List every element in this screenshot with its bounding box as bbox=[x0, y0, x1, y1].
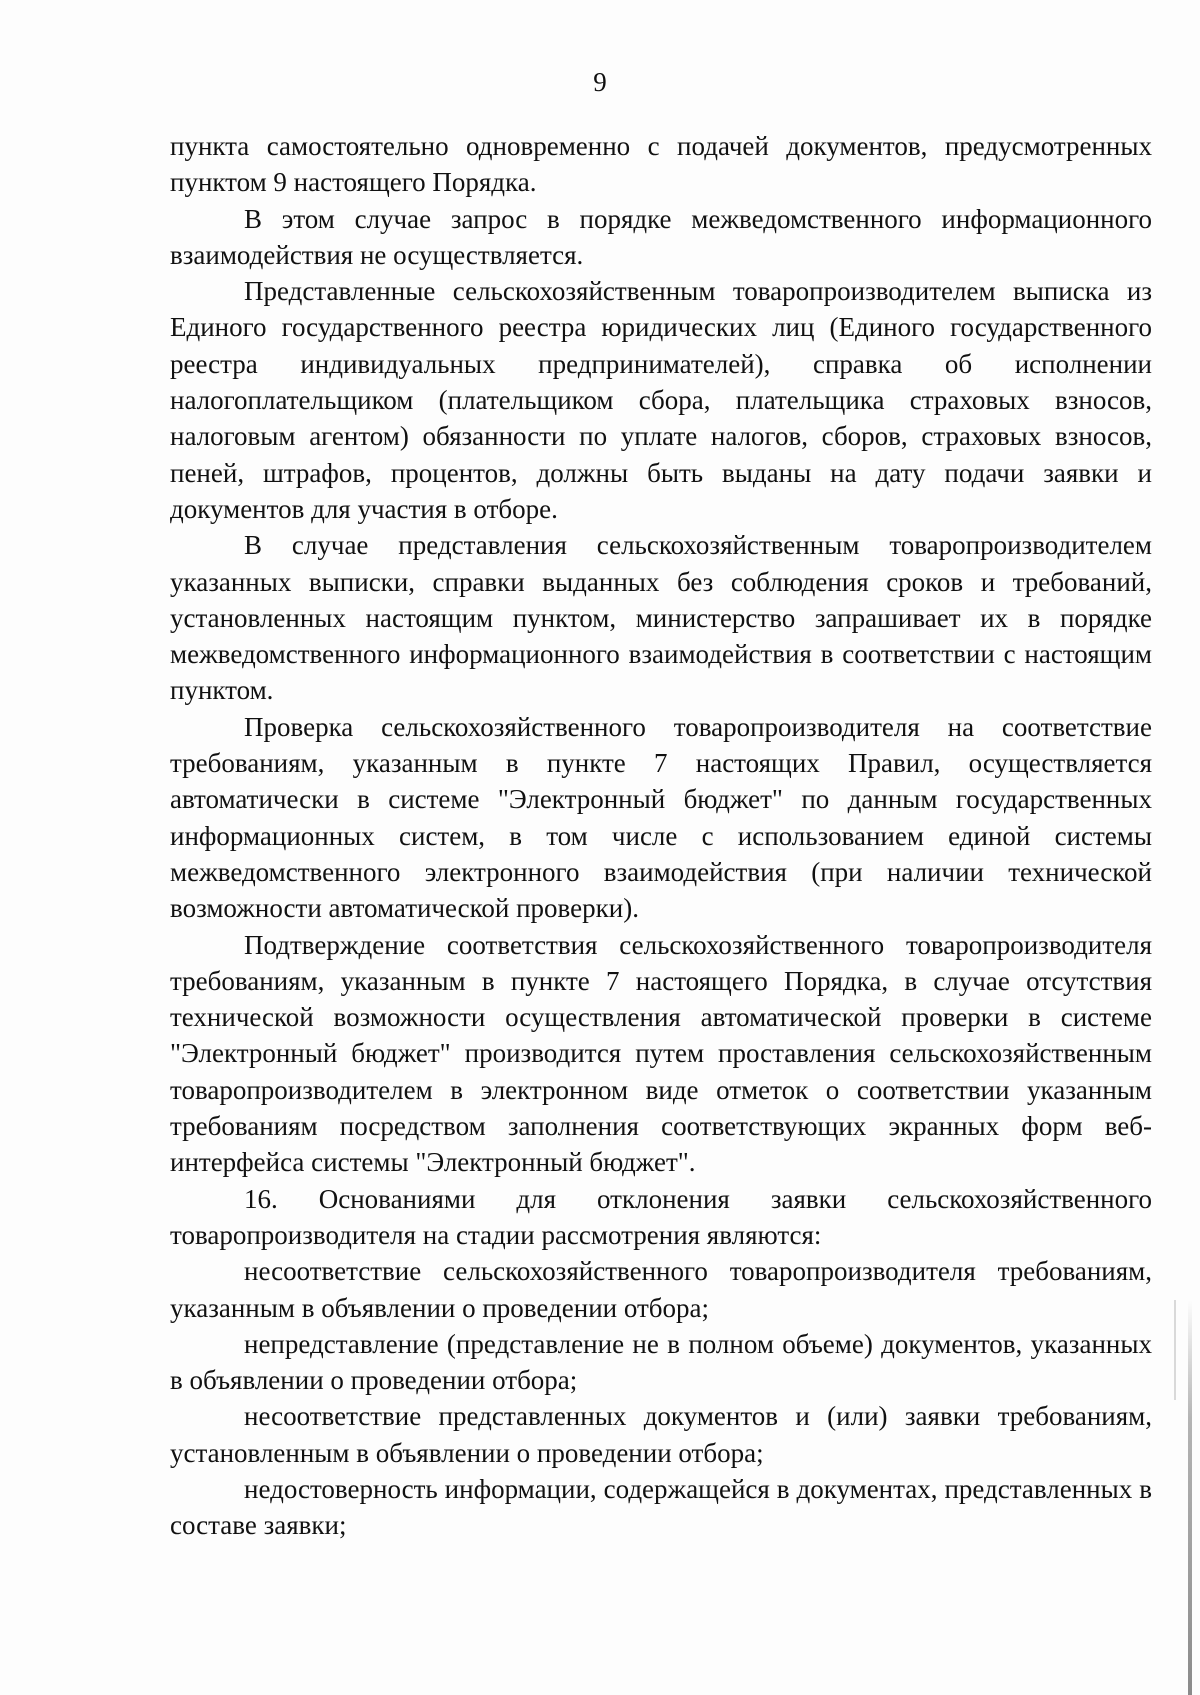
paragraph-item-16: 16. Основаниями для отклонения заявки сельскохозяйственного товаропроизводителя на стадии рассмотрения являются: bbox=[170, 1183, 1152, 1250]
paragraph-continuation: пункта самостоятельно одновременно с подачей документов, предусмотренных пунктом 9 настоящего Порядка. bbox=[170, 131, 1152, 198]
paragraph-extract-and-certificate: Представленные сельскохозяйственным товаропроизводителем выписка из Единого государственного реестра юридических лиц (Единого государственного реестра индивидуальных предпринимателей), справка об исполнении налогоплательщиком (плательщиком сбора, плательщика страховых взносов, налоговым агентом) обязанности по уплате налогов, сборов, страховых взносов, пеней, штрафов, процентов, должны быть выданы на дату подачи заявки и документов для участия в отборе. bbox=[170, 276, 1152, 524]
paragraph-automatic-check: Проверка сельскохозяйственного товаропроизводителя на соответствие требованиям, указанным в пункте 7 настоящих Правил, осуществляется автоматически в системе "Электронный бюджет" по данным государственных информационных систем, в том числе с использованием единой системы межведомственного электронного взаимодействия (при наличии технической возможности автоматической проверки). bbox=[170, 711, 1152, 924]
list-item-documents-mismatch: несоответствие представленных документов и (или) заявки требованиям, установленным в объявлении о проведении отбора; bbox=[170, 1401, 1152, 1468]
scan-edge-shadow bbox=[1188, 1300, 1192, 1695]
paragraph-confirmation: Подтверждение соответствия сельскохозяйственного товаропроизводителя требованиям, указанным в пункте 7 настоящего Порядка, в случае отсутствия технической возможности осуществления автоматической проверки в системе "Электронный бюджет" производится путем проставления сельскохозяйственным товаропроизводителем в электронном виде отметок о соответствии указанным требованиям посредством заполнения соответствующих экранных форм веб-интерфейса системы "Электронный бюджет". bbox=[170, 929, 1152, 1178]
page-number: 9 bbox=[593, 67, 607, 97]
document-body bbox=[170, 128, 1152, 1544]
paragraph-no-interagency-request: В этом случае запрос в порядке межведомственного информационного взаимодействия не осуществляется. bbox=[170, 203, 1152, 270]
paragraph-ministry-request: В случае представления сельскохозяйственным товаропроизводителем указанных выписки, справки выданных без соблюдения сроков и требований, установленных настоящим пунктом, министерство запрашивает их в порядке межведомственного информационного взаимодействия в соответствии с настоящим пунктом. bbox=[170, 530, 1152, 706]
list-item-requirements-mismatch: несоответствие сельскохозяйственного товаропроизводителя требованиям, указанным в объявлении о проведении отбора; bbox=[170, 1256, 1152, 1323]
list-item-documents-not-provided: непредставление (представление не в полном объеме) документов, указанных в объявлении о проведении отбора; bbox=[170, 1328, 1152, 1396]
scan-edge-line bbox=[1174, 1300, 1176, 1400]
list-item-unreliable-information: недостоверность информации, содержащейся в документах, представленных в составе заявки; bbox=[170, 1473, 1152, 1541]
